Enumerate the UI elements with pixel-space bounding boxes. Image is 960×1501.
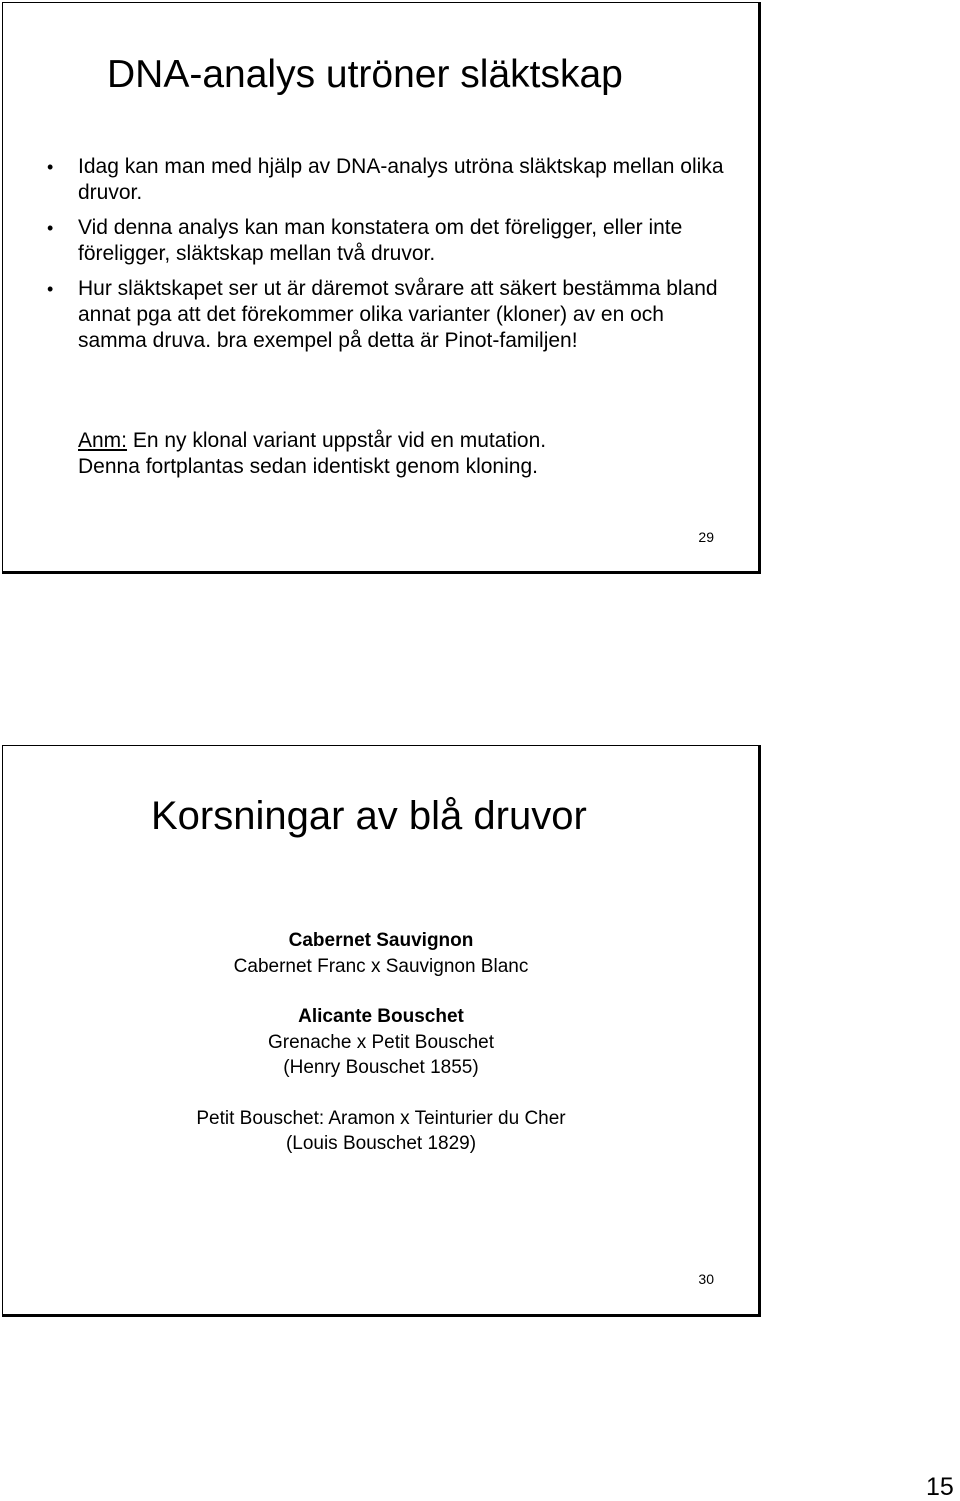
cross-name: Alicante Bouschet: [298, 1006, 464, 1027]
cross-parents: Cabernet Franc x Sauvignon Blanc: [233, 955, 529, 977]
document-page-number: 15: [926, 1473, 954, 1501]
cross-parents: Grenache x Petit Bouschet: [267, 1031, 494, 1053]
bullet-icon: •: [47, 157, 54, 177]
slide-29: [2, 2, 761, 574]
slide-title: DNA-analys utröner släktskap: [107, 53, 623, 96]
bullet-item: [47, 215, 727, 267]
note-label: Anm:: [78, 429, 128, 452]
slide-page-number: 29: [698, 529, 714, 545]
bullet-item: [47, 276, 727, 354]
cross-list: [3, 928, 759, 1182]
slide-page-number: 30: [698, 1271, 714, 1287]
note-line-1: [78, 428, 546, 454]
note-text-2: Denna fortplantas sedan identiskt genom kloning.: [78, 455, 538, 478]
slide-30: [2, 745, 761, 1317]
bullet-item: [47, 154, 727, 206]
note: [78, 428, 546, 480]
note-text-1: En ny klonal variant uppstår vid en mutation.: [127, 429, 547, 452]
cross-entry: [3, 1004, 759, 1081]
cross-entry: [3, 928, 759, 979]
cross-parents: Petit Bouschet: Aramon x Teinturier du Cher: [196, 1107, 566, 1129]
bullet-list: [47, 154, 727, 363]
bullet-icon: •: [47, 218, 54, 238]
cross-origin: (Louis Bouschet 1829): [285, 1133, 477, 1154]
cross-name: Cabernet Sauvignon: [288, 930, 474, 951]
cross-origin: (Henry Bouschet 1855): [283, 1057, 479, 1078]
cross-entry: [3, 1106, 759, 1157]
bullet-text: Idag kan man med hjälp av DNA-analys utröna släktskap mellan olika druvor.: [78, 155, 724, 204]
bullet-icon: •: [47, 279, 54, 299]
bullet-text: Vid denna analys kan man konstatera om det föreligger, eller inte föreligger, släktskap mellan två druvor.: [78, 216, 683, 265]
slide-title: Korsningar av blå druvor: [151, 794, 587, 838]
bullet-text: Hur släktskapet ser ut är däremot svårare att säkert bestämma bland annat pga att det förekommer olika varianter (kloner) av en och samma druva. bra exempel på detta är Pinot-familjen!: [78, 277, 718, 352]
